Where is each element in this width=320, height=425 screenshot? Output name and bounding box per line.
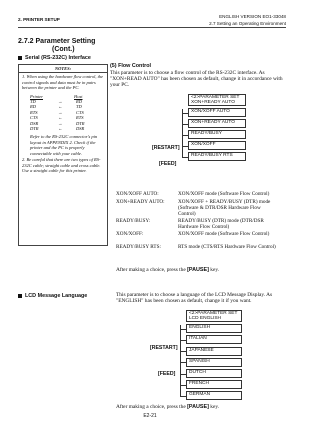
notes-table-header: Printer Host <box>30 93 83 99</box>
connector-line <box>182 109 183 157</box>
pin-signal: RTS <box>30 109 38 115</box>
arrow-icon: ← <box>58 126 63 132</box>
pin-signal: CTS <box>76 109 84 115</box>
header-version: ENGLISH VERSION EO1-33048 <box>219 14 286 19</box>
lcd-intro: This parameter is to choose a language of the LCD Message Display. As "ENGLISH" has been chosen as default, change it if you want. <box>116 292 273 305</box>
flow-mode-name: READY/BUSY: <box>116 218 151 224</box>
pin-signal: TD <box>76 104 82 110</box>
lcd-option <box>186 380 242 389</box>
lcd-text: SPANISH <box>189 358 210 364</box>
pin-table-row <box>22 126 104 131</box>
lcd-display-line: <2>PARAMETER SET <box>189 311 238 316</box>
side-heading-lcd <box>18 293 87 299</box>
lang-restart-key: [RESTART] <box>150 345 178 351</box>
flow-mode-name: READY/BUSY RTS: <box>116 244 161 250</box>
bullet-square-icon <box>18 294 22 298</box>
notes-title: NOTES: <box>19 65 107 73</box>
pin-signal: RD <box>30 104 36 110</box>
connector-line <box>180 374 186 375</box>
flow-mode-desc: READY/BUSY (DTR) mode (DTR/DSR Hardware Flow Control) <box>178 218 264 230</box>
lcd-option <box>186 358 242 367</box>
connector-line <box>182 146 188 147</box>
side-heading-serial-text: Serial (RS-232C) Interface <box>25 55 91 61</box>
flow-mode-desc: XON/XOFF mode (Software Flow Control) <box>178 191 270 197</box>
section-cont: (Cont.) <box>52 46 75 53</box>
flow-mode-name: XON/XOFF AUTO: <box>116 191 159 197</box>
lcd-text: ENGLISH <box>189 325 211 331</box>
flow-mode-desc: XON/XOFF mode (Software Flow Control) <box>178 231 270 237</box>
flow-feed-key: [FEED] <box>159 161 177 167</box>
pin-signal: DTR <box>76 120 85 126</box>
section-title: 2.7.2 Parameter Setting <box>18 38 96 45</box>
lcd-option <box>186 369 242 378</box>
lcd-text: FRENCH <box>189 381 209 387</box>
pin-signal: CTS <box>30 115 38 121</box>
connector-line <box>180 329 186 330</box>
note-1: 1. When using the hardware flow control, the control signals and data must be in pairs between the printer and the PC. <box>22 74 104 91</box>
connector-line <box>180 340 186 341</box>
connector-line <box>182 157 188 158</box>
connector-line <box>180 385 186 386</box>
lang-after-text: After making a choice, press the [PAUSE] key. <box>116 404 220 410</box>
pin-signal: RD <box>76 99 82 105</box>
lcd-text: JAPANESE <box>189 347 214 353</box>
page-number: E2-21 <box>143 413 157 419</box>
flow-heading: (5) Flow Control <box>110 63 152 69</box>
side-heading-lcd-text: LCD Message Language <box>25 293 88 299</box>
lcd-text: READY/BUSY RTS <box>191 153 233 158</box>
lcd-option <box>186 324 242 333</box>
arrow-icon: ← <box>58 104 63 110</box>
pin-signal: TD <box>30 99 36 105</box>
flow-intro: This parameter is to choose a flow control of the RS-232C interface. As "XON+READ AUTO" has been chosen as default, change it in accordance with your PC. <box>110 70 283 89</box>
lcd-text: ITALIAN <box>189 336 207 342</box>
flow-mode-table <box>116 191 286 261</box>
lcd-option <box>188 152 246 161</box>
lcd-text: XON+READY AUTO <box>191 120 235 125</box>
lcd-text: READY/BUSY <box>191 131 222 136</box>
lcd-display-line: XON+READY AUTO <box>191 100 235 106</box>
lcd-text: DUTCH <box>189 370 206 375</box>
pin-table <box>22 99 104 131</box>
lang-feed-key: [FEED] <box>158 371 176 377</box>
lcd-text: XON/XOFF <box>191 142 216 147</box>
flow-after-text: After making a choice, press the [PAUSE] key. <box>116 267 220 273</box>
lcd-option <box>188 141 246 150</box>
header-rule <box>18 27 286 28</box>
arrow-icon: → <box>58 109 63 115</box>
connector-line <box>180 396 186 397</box>
flow-mode-name: XON/XOFF: <box>116 231 144 237</box>
lcd-display-line: <2>PARAMETER SET <box>191 95 240 100</box>
header-subsection: 2.7 Setting an Operating Environment <box>209 21 286 26</box>
lcd-display <box>186 310 242 322</box>
side-heading-serial <box>18 55 91 61</box>
lcd-option <box>186 391 242 400</box>
pin-signal: RTS <box>76 115 84 121</box>
connector-line <box>182 135 188 136</box>
notes-refer: Refer to the RS-232C connector's pin layout in APPENDIX 2. Check if the printer and the PC is properly connectable with your cable. <box>30 134 98 156</box>
pin-signal: DTR <box>30 126 39 132</box>
note-2: 2. Be careful that there are two types of RS-232C cable; straight cable and cross cable. Use a straight cable for this printer. <box>22 157 101 173</box>
lcd-option <box>186 347 242 356</box>
connector-line <box>180 351 186 352</box>
flow-mode-desc: XON/XOFF + READY/BUSY (DTR) mode (Software & DTR/DSR Hardware Flow Control) <box>178 199 271 217</box>
bullet-square-icon <box>18 56 22 60</box>
arrow-icon: → <box>58 120 63 126</box>
flow-mode-desc: RTS mode (CTS/RTS Hardware Flow Control) <box>178 244 276 250</box>
lcd-text: XON/XOFF AUTO <box>191 109 230 114</box>
pin-signal: DSR <box>30 120 39 126</box>
flow-mode-name: XON+READY AUTO: <box>116 199 165 205</box>
arrow-icon: → <box>58 99 63 105</box>
pin-signal: DSR <box>76 126 85 132</box>
lcd-option <box>188 119 246 128</box>
header-chapter: 2. PRINTER SETUP <box>18 17 60 22</box>
lcd-text: GERMAN <box>189 392 211 398</box>
connector-line <box>182 124 188 125</box>
notes-box <box>18 64 108 246</box>
lcd-option <box>188 108 246 117</box>
lcd-display-line: LCD ENGLISH <box>189 316 221 322</box>
flow-restart-key: [RESTART] <box>152 145 180 151</box>
arrow-icon: ← <box>58 115 63 121</box>
lcd-option <box>186 335 242 344</box>
connector-line <box>180 362 186 363</box>
lcd-option <box>188 130 246 139</box>
connector-line <box>182 113 188 114</box>
lcd-display <box>188 94 246 106</box>
